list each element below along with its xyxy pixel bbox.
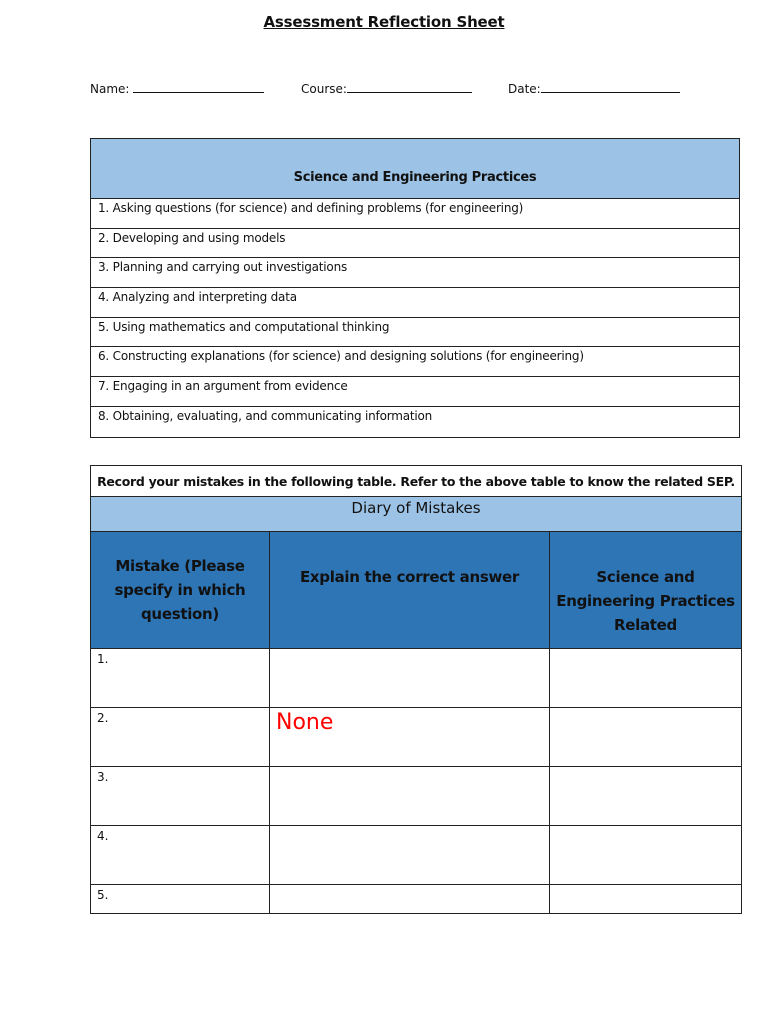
mistake-row — [91, 826, 742, 885]
date-blank-line[interactable] — [541, 81, 680, 93]
course-blank-line[interactable] — [347, 81, 472, 93]
column-header-practices: Science and Engineering Practices Related — [550, 532, 742, 649]
mistakes-table — [90, 465, 742, 914]
name-field[interactable] — [90, 81, 264, 96]
name-label: Name: — [90, 82, 134, 96]
answer-cell[interactable] — [270, 767, 550, 826]
practice-cell[interactable] — [550, 649, 742, 708]
mistake-number-cell[interactable]: 4. — [91, 826, 270, 885]
practice-row: 3. Planning and carrying out investigations — [91, 258, 739, 288]
page-title: Assessment Reflection Sheet — [263, 13, 505, 31]
practice-row: 6. Constructing explanations (for science) and designing solutions (for engineering) — [91, 347, 739, 377]
practices-table — [90, 138, 740, 438]
column-header-correct-answer: Explain the correct answer — [270, 532, 550, 649]
answer-cell[interactable] — [270, 826, 550, 885]
course-label: Course: — [301, 82, 347, 96]
date-field[interactable] — [508, 81, 680, 96]
date-label: Date: — [508, 82, 541, 96]
answer-cell[interactable] — [270, 649, 550, 708]
practice-cell[interactable] — [550, 885, 742, 914]
name-blank-line[interactable] — [133, 81, 264, 93]
practices-table-header: Science and Engineering Practices — [91, 139, 739, 199]
answer-cell[interactable] — [270, 885, 550, 914]
mistake-row — [91, 649, 742, 708]
column-header-mistake: Mistake (Please specify in which question) — [91, 532, 270, 649]
practice-row: 2. Developing and using models — [91, 229, 739, 259]
mistake-number-cell[interactable]: 3. — [91, 767, 270, 826]
mistake-row — [91, 885, 742, 914]
mistake-row — [91, 708, 742, 767]
mistake-number-cell[interactable]: 2. — [91, 708, 270, 767]
practice-row: 5. Using mathematics and computational thinking — [91, 318, 739, 348]
practice-row: 8. Obtaining, evaluating, and communicating information — [98, 408, 433, 423]
practice-cell[interactable] — [550, 708, 742, 767]
practice-row: 1. Asking questions (for science) and defining problems (for engineering) — [91, 199, 739, 229]
practice-cell[interactable] — [550, 767, 742, 826]
mistake-number-cell[interactable]: 1. — [91, 649, 270, 708]
diary-of-mistakes-heading: Diary of Mistakes — [91, 497, 742, 532]
mistakes-instruction: Record your mistakes in the following table. Refer to the above table to know the related SEP. — [91, 466, 742, 497]
course-field[interactable] — [301, 81, 472, 96]
practice-row: 7. Engaging in an argument from evidence — [91, 377, 739, 407]
mistake-number-cell[interactable]: 5. — [91, 885, 270, 914]
practice-cell[interactable] — [550, 826, 742, 885]
practice-row: 4. Analyzing and interpreting data — [91, 288, 739, 318]
answer-cell[interactable]: None — [270, 708, 550, 767]
mistake-row — [91, 767, 742, 826]
